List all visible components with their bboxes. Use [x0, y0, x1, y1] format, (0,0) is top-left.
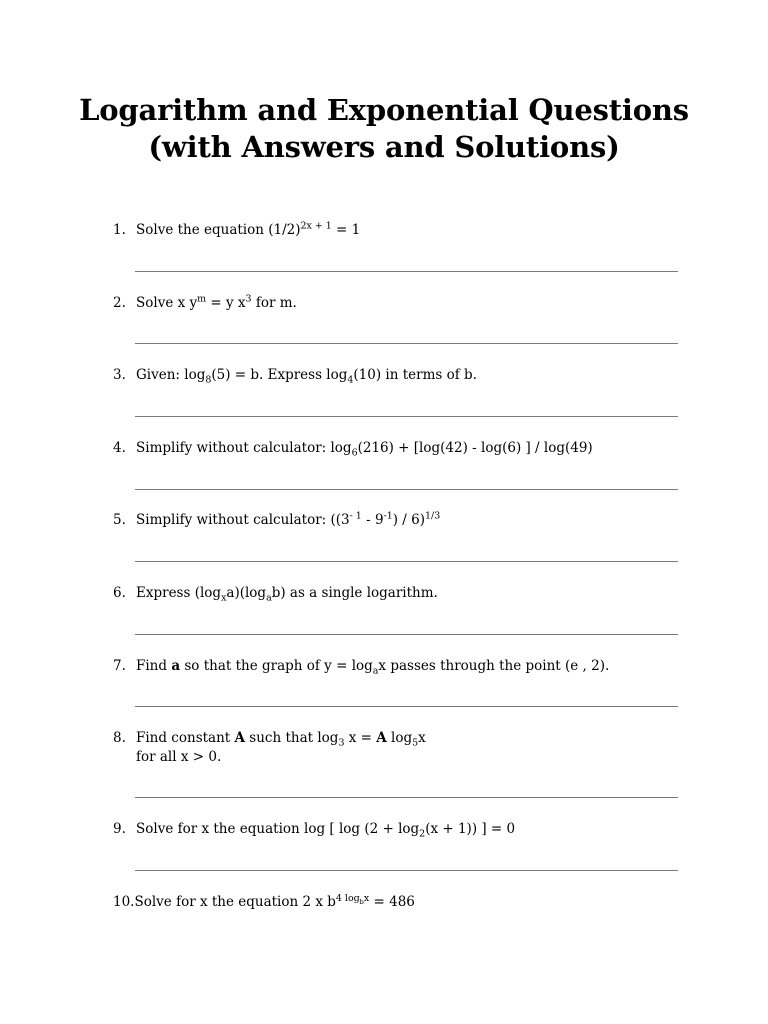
- question-text: Find a so that the graph of $y = \log_ax$ passes through the point (e , 2).: [136, 658, 610, 677]
- question-number: 8.: [113, 730, 126, 746]
- answer-line-7: [135, 706, 678, 707]
- title-line-1: Logarithm and Exponential Questions: [79, 93, 689, 127]
- question-text: Given: $\log_8(5) = b$. Express $\log_4(10)$ in terms of b.: [136, 367, 477, 386]
- question-text: Solve the equation $(1/2)^{2x + 1} = 1$: [136, 220, 361, 238]
- question-number: 6.: [113, 585, 126, 601]
- question-text: Simplify without calculator: $\log_6(216) + [\log(42) - \log(6)$ ] / log(49): [136, 440, 593, 459]
- question-number: 2.: [113, 295, 126, 311]
- question-text: Simplify without calculator: $((3^{- 1} - 9^{-1}) / 6)^{1/3}$: [136, 510, 441, 528]
- question-number: 10.: [113, 894, 135, 910]
- question-text: Express $(\log_xa)(\log_ab)$ as a single logarithm.: [136, 585, 438, 604]
- question-number: 7.: [113, 658, 126, 674]
- question-8: [113, 729, 713, 767]
- answer-line-4: [135, 489, 678, 490]
- question-4: [113, 439, 713, 458]
- question-7: [113, 657, 713, 676]
- question-number: 3.: [113, 367, 126, 383]
- question-2: [113, 294, 713, 313]
- question-3: [113, 366, 713, 385]
- question-5: [113, 511, 713, 530]
- question-number: 1.: [113, 222, 126, 238]
- question-text: Solve x $y^m = y$ $x^3$ for m.: [136, 293, 297, 311]
- question-text: Solve for x the equation 2 x $b^{4 log_bx} = 486$: [134, 892, 415, 910]
- title-line-2: (with Answers and Solutions): [148, 130, 620, 164]
- question-number: 5.: [113, 512, 126, 528]
- answer-line-3: [135, 416, 678, 417]
- question-9: [113, 820, 713, 839]
- answer-line-2: [135, 343, 678, 344]
- question-6: [113, 584, 713, 603]
- question-number: 4.: [113, 440, 126, 456]
- answer-line-6: [135, 634, 678, 635]
- question-1: [113, 221, 713, 240]
- answer-line-8: [135, 797, 678, 798]
- question-text: Solve for x the equation log [ $\log (2 + \log_2(x + 1))$ ] = 0: [136, 821, 516, 840]
- question-10: [113, 893, 713, 912]
- answer-line-1: [135, 271, 678, 272]
- answer-line-5: [135, 561, 678, 562]
- page-title: [0, 92, 768, 166]
- question-text: Find constant A such that $\log_3 x = A$ $\log_5x$ for all x > 0.: [136, 730, 426, 765]
- question-number: 9.: [113, 821, 126, 837]
- answer-line-9: [135, 870, 678, 871]
